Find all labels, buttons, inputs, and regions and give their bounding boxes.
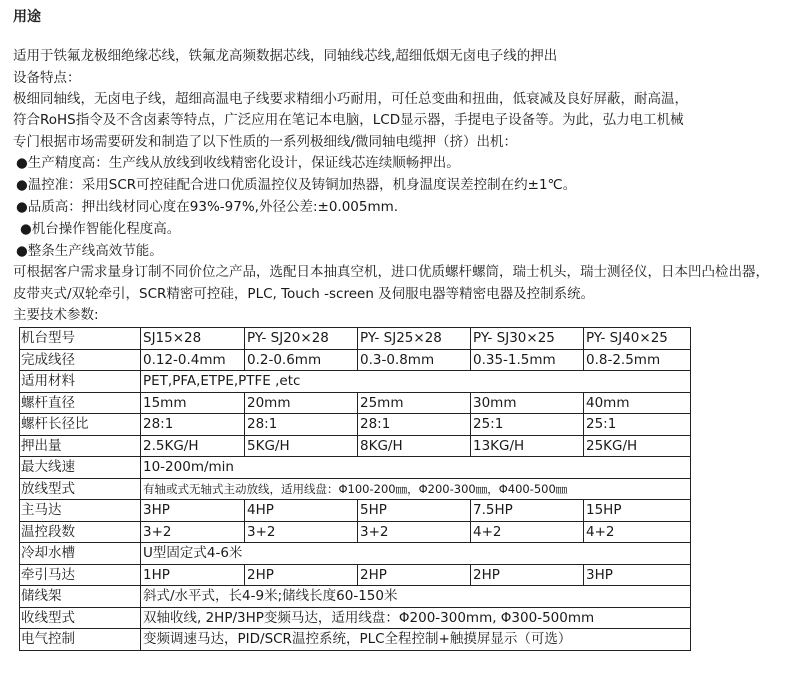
table-cell: U型固定式4-6米	[141, 543, 691, 565]
table-cell: 25:1	[584, 414, 691, 436]
table-cell: 3+2	[358, 521, 471, 543]
usage-text: 适用于铁氟龙极细绝缘芯线，铁氟龙高频数据芯线，同轴线芯线,超细低烟无卤电子线的押出	[13, 48, 558, 64]
table-cell: PY- SJ40×25	[584, 328, 691, 350]
bullet-intelligent: ●机台操作智能化程度高。	[20, 221, 181, 237]
features-text-line-3: 专门根据市场需要研发和制造了以下性质的一系列极细线/微同轴电缆押（挤）出机：	[13, 134, 518, 150]
table-cell: 0.8-2.5mm	[584, 349, 691, 371]
table-cell: 双轴收线, 2HP/3HP变频马达，适用线盘：Φ200-300mm, Φ300-500mm	[141, 607, 691, 629]
table-row	[20, 607, 691, 629]
row-label: 储线架	[20, 586, 141, 608]
table-row	[20, 478, 691, 500]
table-row	[20, 564, 691, 586]
table-cell: PY- SJ30×25	[471, 328, 584, 350]
table-row	[20, 349, 691, 371]
table-cell: 3HP	[141, 500, 245, 522]
row-label: 电气控制	[20, 629, 141, 651]
table-row	[20, 543, 691, 565]
table-cell: 15mm	[141, 392, 245, 414]
table-cell: 30mm	[471, 392, 584, 414]
bullet-quality: ●品质高：押出线材同心度在93%-97%,外径公差:±0.005mm.	[16, 199, 399, 215]
features-title: 设备特点：	[13, 70, 81, 86]
table-cell: 28:1	[245, 414, 358, 436]
row-label: 最大线速	[20, 457, 141, 479]
table-cell: 13KG/H	[471, 435, 584, 457]
table-cell: 28:1	[358, 414, 471, 436]
table-cell: PET,PFA,ETPE,PTFE ,etc	[141, 371, 691, 393]
table-row	[20, 414, 691, 436]
row-label: 螺杆直径	[20, 392, 141, 414]
row-label: 主马达	[20, 500, 141, 522]
table-cell: 斜式/水平式，长4-9米;储线长度60-150米	[141, 586, 691, 608]
table-cell: PY- SJ25×28	[358, 328, 471, 350]
table-cell: 5HP	[358, 500, 471, 522]
table-cell: 2HP	[471, 564, 584, 586]
row-label: 冷却水槽	[20, 543, 141, 565]
table-cell: 10-200m/min	[141, 457, 691, 479]
table-cell: 4+2	[471, 521, 584, 543]
table-cell: 0.2-0.6mm	[245, 349, 358, 371]
table-cell: 0.35-1.5mm	[471, 349, 584, 371]
customization-text-line-1: 可根据客户需求量身订制不同价位之产品，选配日本抽真空机，进口优质螺杆螺筒，瑞士机头，瑞士测径仪，日本凹凸检出器，	[13, 264, 769, 280]
table-row	[20, 500, 691, 522]
row-label: 押出量	[20, 435, 141, 457]
table-cell: 2HP	[358, 564, 471, 586]
table-cell: 0.12-0.4mm	[141, 349, 245, 371]
row-label: 放线型式	[20, 478, 141, 500]
table-row	[20, 629, 691, 651]
table-cell: 40mm	[584, 392, 691, 414]
table-cell: 有轴或式无轴式主动放线，适用线盘：Φ100-200㎜，Φ200-300㎜，Φ400-500㎜	[141, 478, 691, 500]
spec-table	[19, 327, 691, 651]
table-cell: 5KG/H	[245, 435, 358, 457]
table-row	[20, 521, 691, 543]
section-heading: 用途	[13, 9, 41, 25]
table-cell: 7.5HP	[471, 500, 584, 522]
table-cell: 0.3-0.8mm	[358, 349, 471, 371]
table-cell: 3HP	[584, 564, 691, 586]
table-cell: 1HP	[141, 564, 245, 586]
row-label: 机台型号	[20, 328, 141, 350]
row-label: 牵引马达	[20, 564, 141, 586]
row-label: 收线型式	[20, 607, 141, 629]
table-cell: 3+2	[245, 521, 358, 543]
table-cell: 8KG/H	[358, 435, 471, 457]
table-row	[20, 457, 691, 479]
table-cell: 25mm	[358, 392, 471, 414]
row-label: 温控段数	[20, 521, 141, 543]
table-cell: 2HP	[245, 564, 358, 586]
table-cell: SJ15×28	[141, 328, 245, 350]
table-row	[20, 586, 691, 608]
bullet-temperature: ●温控准：采用SCR可控硅配合进口优质温控仪及铸铜加热器，机身温度误差控制在约±1℃。	[16, 177, 577, 193]
table-row	[20, 392, 691, 414]
features-text-line-2: 符合RoHS指令及不含卤素等特点，广泛应用在笔记本电脑，LCD显示器，手提电子设备等。为此，弘力电工机械	[13, 112, 684, 128]
features-text-line-1: 极细同轴线，无卤电子线，超细高温电子线要求精细小巧耐用，可任总变曲和扭曲，低衰减及良好屏蔽，耐高温，	[13, 91, 688, 107]
table-cell: 4HP	[245, 500, 358, 522]
table-cell: 变频调速马达，PID/SCR温控系统，PLC全程控制+触摸屏显示（可选）	[141, 629, 691, 651]
params-title: 主要技术参数:	[13, 307, 99, 323]
table-cell: 25KG/H	[584, 435, 691, 457]
table-cell: 20mm	[245, 392, 358, 414]
row-label: 完成线径	[20, 349, 141, 371]
customization-text-line-2: 皮带夹式/双轮牵引，SCR精密可控硅，PLC, Touch -screen 及伺服电器等精密电器及控制系统。	[13, 286, 595, 302]
row-label: 螺杆长径比	[20, 414, 141, 436]
table-cell: 28:1	[141, 414, 245, 436]
bullet-precision: ●生产精度高：生产线从放线到收线精密化设计，保证线芯连续顺畅押出。	[16, 155, 460, 171]
row-label: 适用材料	[20, 371, 141, 393]
table-row	[20, 435, 691, 457]
table-cell: PY- SJ20×28	[245, 328, 358, 350]
table-cell: 3+2	[141, 521, 245, 543]
table-cell: 4+2	[584, 521, 691, 543]
bullet-energy: ●整条生产线高效节能。	[16, 243, 163, 259]
table-row	[20, 371, 691, 393]
table-cell: 2.5KG/H	[141, 435, 245, 457]
table-row	[20, 328, 691, 350]
table-cell: 25:1	[471, 414, 584, 436]
table-cell: 15HP	[584, 500, 691, 522]
